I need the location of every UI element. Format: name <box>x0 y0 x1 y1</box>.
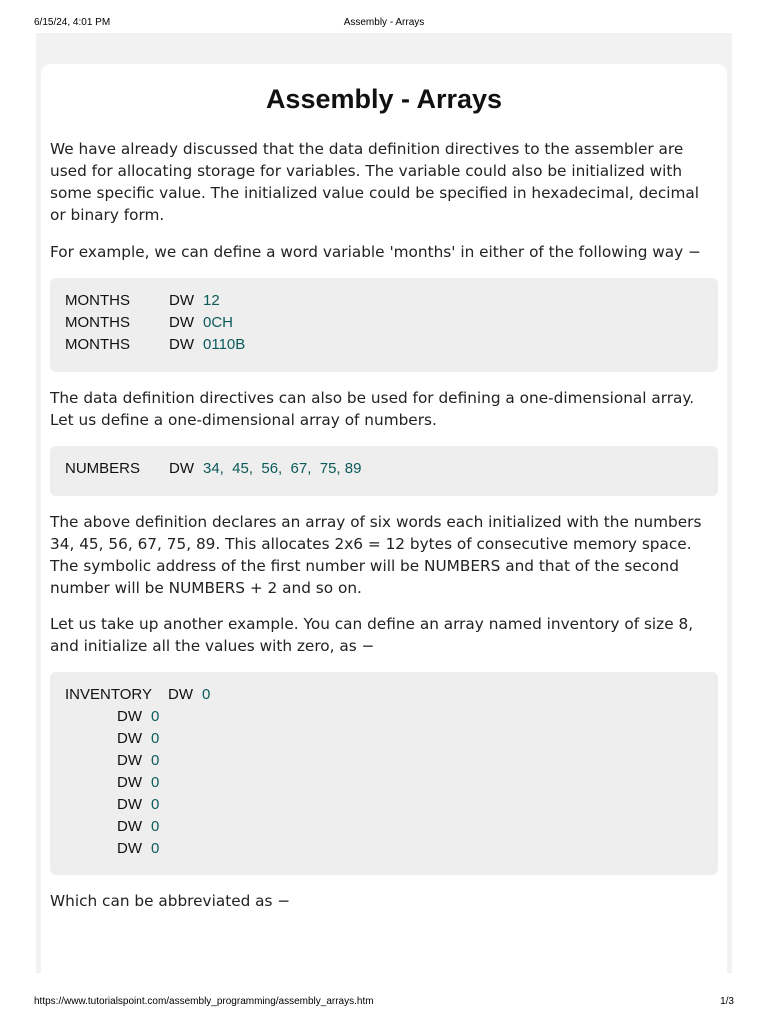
paragraph-example: For example, we can define a word variable 'months' in either of the following way − <box>50 243 701 261</box>
code-block-inventory <box>50 672 718 875</box>
code-directive: DW <box>169 292 194 309</box>
code-label: MONTHS <box>65 292 130 309</box>
print-title: Assembly - Arrays <box>343 17 425 28</box>
code-value: 0110B <box>203 336 246 353</box>
code-directive: DW <box>117 752 142 769</box>
code-label: INVENTORY <box>65 686 152 703</box>
code-value: 0 <box>151 818 160 835</box>
code-directive: DW <box>117 796 142 813</box>
print-date: 6/15/24, 4:01 PM <box>34 17 111 28</box>
print-header <box>0 0 768 33</box>
paragraph-array-intro: The data definition directives can also be used for defining a one-dimensional array. Let us define a one-dimensional array of numbers. <box>50 389 695 429</box>
code-directive: DW <box>169 460 194 477</box>
code-value: 0 <box>151 774 160 791</box>
print-footer <box>0 992 768 1024</box>
code-directive: DW <box>169 314 194 331</box>
code-block-months <box>50 278 718 372</box>
paragraph-abbreviated: Which can be abbreviated as − <box>50 892 291 910</box>
code-label: NUMBERS <box>65 460 141 477</box>
code-value: 0 <box>202 686 211 703</box>
paragraph-intro: We have already discussed that the data definition directives to the assembler are used for allocating storage for variables. The variable could also be initialized with some specific value. The initialized value could be specified in hexadecimal, decimal or binary form. <box>50 140 700 224</box>
code-block-numbers <box>50 446 718 496</box>
code-directive: DW <box>117 730 142 747</box>
code-directive: DW <box>168 686 193 703</box>
code-directive: DW <box>117 774 142 791</box>
code-label: MONTHS <box>65 336 130 353</box>
code-value: 0CH <box>203 314 234 331</box>
code-value: 34, 45, 56, 67, 75, 89 <box>203 460 362 477</box>
code-value: 0 <box>151 796 160 813</box>
code-value: 0 <box>151 840 160 857</box>
code-value: 0 <box>151 752 160 769</box>
page-title: Assembly - Arrays <box>265 84 503 114</box>
paragraph-array-explain: The above definition declares an array of six words each initialized with the numbers 34, 45, 56, 67, 75, 89. This allocates 2x6 = 12 bytes of consecutive memory space. The symbolic address of the first number will be NUMBERS and that of the second number will be NUMBERS + 2 and so on. <box>50 513 702 597</box>
code-directive: DW <box>169 336 194 353</box>
code-value: 12 <box>203 292 220 309</box>
paragraph-inventory: Let us take up another example. You can define an array named inventory of size 8, and initialize all the values with zero, as − <box>50 615 694 655</box>
print-page-number: 1/3 <box>720 996 734 1007</box>
code-value: 0 <box>151 708 160 725</box>
code-value: 0 <box>151 730 160 747</box>
code-directive: DW <box>117 708 142 725</box>
code-directive: DW <box>117 818 142 835</box>
code-directive: DW <box>117 840 142 857</box>
code-label: MONTHS <box>65 314 130 331</box>
print-url: https://www.tutorialspoint.com/assembly_programming/assembly_arrays.htm <box>34 996 374 1007</box>
